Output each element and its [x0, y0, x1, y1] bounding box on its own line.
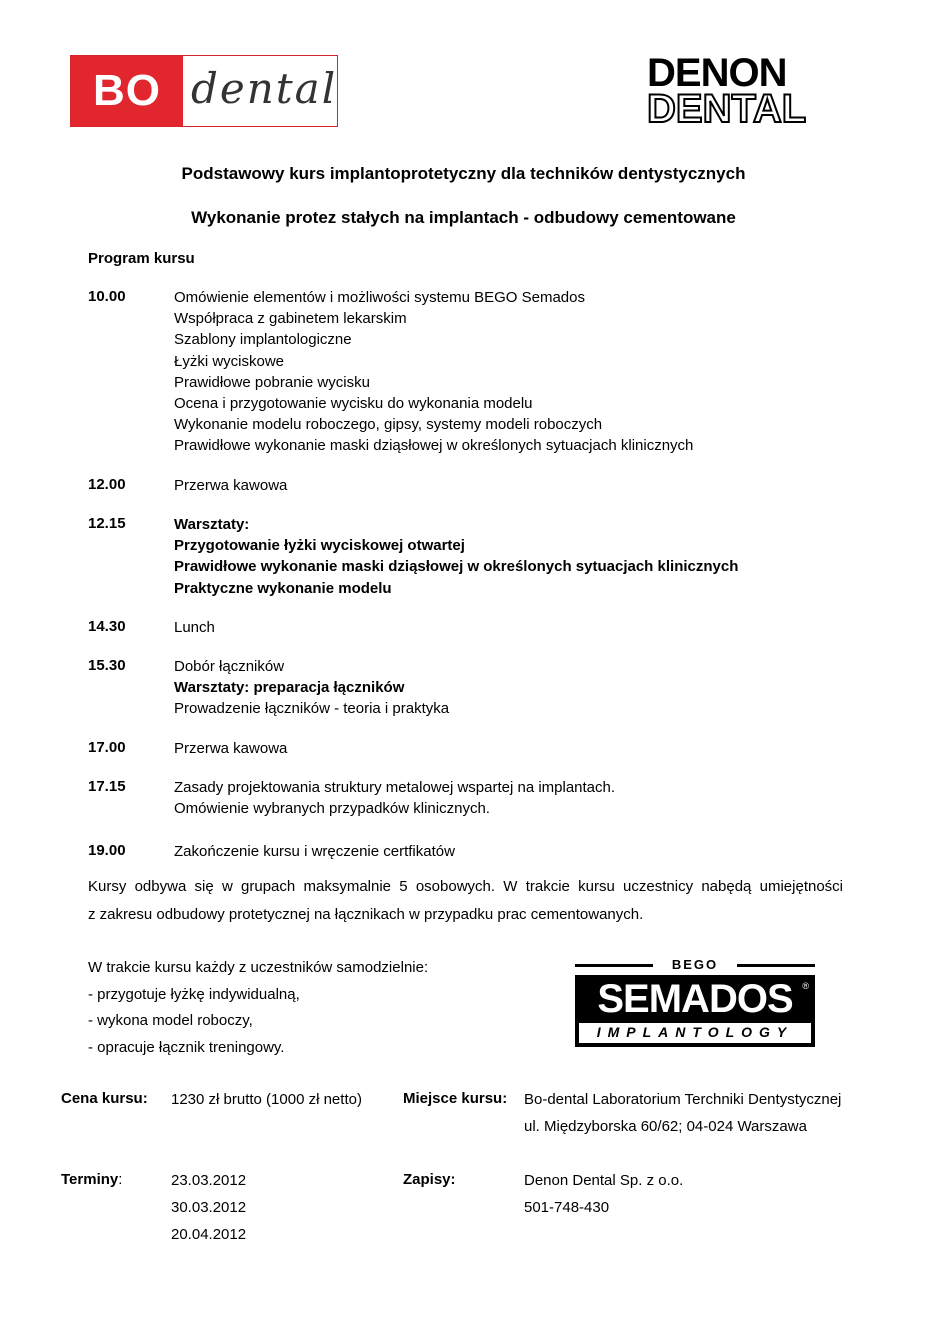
dates-label-colon: :: [118, 1171, 123, 1188]
schedule-line: Warsztaty:: [174, 516, 250, 533]
bego-wordmark: BEGO: [671, 957, 719, 972]
schedule-line: Współpraca z gabinetem lekarskim: [174, 310, 407, 328]
paragraph-line: z zakresu odbudowy protetycznej na łącznikach w przypadku prac cementowanych.: [88, 906, 644, 923]
schedule-line: Przerwa kawowa: [174, 477, 288, 494]
implantology-band: [579, 1023, 811, 1043]
schedule-line: Łyżki wyciskowe: [174, 352, 285, 370]
schedule-line: Szablony implantologiczne: [174, 331, 352, 349]
schedule-line: Prawidłowe wykonanie maski dziąsłowej w określonych sytuacjach klinicznych: [174, 558, 739, 576]
schedule-line: Omówienie elementów i możliwości systemu BEGO Semados: [174, 289, 585, 306]
schedule-line: Prowadzenie łączników - teoria i praktyka: [174, 700, 450, 718]
program-heading: Program kursu: [88, 250, 195, 267]
schedule-line: Zakończenie kursu i wręczenie certfikatów: [174, 843, 455, 860]
course-info-paragraph: [88, 873, 843, 929]
course-subtitle: Wykonanie protez stałych na implantach - odbudowy cementowane: [191, 208, 736, 227]
schedule-line: Prawidłowe wykonanie maski dziąsłowej w określonych sytuacjach klinicznych: [174, 437, 694, 455]
price-value: 1230 zł brutto (1000 zł netto): [171, 1091, 362, 1108]
schedule-time: 10.00: [88, 288, 126, 305]
place-line: ul. Międzyborska 60/62; 04-024 Warszawa: [524, 1118, 807, 1135]
signup-line: Denon Dental Sp. z o.o.: [524, 1172, 684, 1189]
schedule-description: [174, 617, 215, 638]
logo-rule: [575, 964, 653, 967]
implantology-wordmark: IMPLANTOLOGY: [596, 1024, 794, 1040]
course-title: Podstawowy kurs implantoprotetyczny dla techników dentystycznych: [181, 164, 746, 183]
schedule-time: 17.15: [88, 778, 126, 795]
bo-logo-wordmark: dental: [191, 64, 338, 113]
logo-rule: [737, 964, 815, 967]
denon-logo-bottom: DENTAL: [647, 87, 807, 131]
schedule-line: Prawidłowe pobranie wycisku: [174, 373, 370, 391]
task-item: - przygotuje łyżkę indywidualną,: [88, 985, 300, 1003]
participant-tasks: [88, 955, 428, 1061]
schedule-line: Przygotowanie łyżki wyciskowej otwartej: [174, 537, 465, 555]
schedule-line: Wykonanie modelu roboczego, gipsy, systemy modeli roboczych: [174, 416, 603, 434]
place-label: Miejsce kursu:: [403, 1090, 508, 1107]
registered-mark: ®: [802, 981, 809, 991]
semados-box: [575, 975, 815, 1047]
schedule-time: 17.00: [88, 739, 126, 756]
schedule-description: [174, 514, 738, 599]
date-item: 20.04.2012: [171, 1226, 247, 1243]
denon-logo-top: DENON: [647, 51, 787, 95]
schedule-time: 12.15: [88, 515, 126, 532]
signup-label: Zapisy:: [403, 1171, 456, 1188]
price-label: Cena kursu:: [61, 1090, 148, 1107]
schedule-line: Omówienie wybranych przypadków klinicznych.: [174, 800, 490, 818]
schedule-line: Praktyczne wykonanie modelu: [174, 579, 392, 597]
bego-row: [575, 958, 815, 972]
signup-line: 501-748-430: [524, 1199, 610, 1216]
bo-logo-mark: BO: [71, 56, 183, 126]
place-line: Bo-dental Laboratorium Terchniki Dentystycznej: [524, 1091, 842, 1108]
schedule-description: [174, 738, 287, 759]
schedule-line: Lunch: [174, 619, 215, 636]
date-item: 23.03.2012: [171, 1172, 247, 1189]
schedule-description: [174, 841, 455, 862]
schedule-line: Przerwa kawowa: [174, 740, 288, 757]
schedule-line: Ocena i przygotowanie wycisku do wykonania modelu: [174, 395, 533, 413]
date-item: 30.03.2012: [171, 1199, 247, 1216]
dates-list: [171, 1167, 246, 1248]
schedule-description: [174, 656, 449, 720]
task-item: - wykona model roboczy,: [88, 1012, 253, 1029]
task-item: - opracuje łącznik treningowy.: [88, 1038, 285, 1056]
dates-label: Terminy: [61, 1171, 119, 1188]
schedule-line: Dobór łączników: [174, 658, 285, 675]
schedule-time: 12.00: [88, 476, 126, 493]
semados-wordmark: SEMADOS: [597, 977, 793, 1021]
paragraph-line: Kursy odbywa się w grupach maksymalnie 5 osobowych. W trakcie kursu uczestnicy nabędą umiejętności: [88, 878, 843, 895]
schedule-line: Zasady projektowania struktury metalowej wspartej na implantach.: [174, 779, 616, 796]
bo-dental-logo: [70, 55, 338, 127]
bego-semados-logo: [575, 958, 815, 1048]
schedule-description: [174, 475, 287, 496]
schedule-line: Warsztaty: preparacja łączników: [174, 679, 405, 697]
signup-value: [524, 1167, 683, 1221]
dates-label-wrap: [61, 1171, 122, 1188]
schedule-description: [174, 287, 693, 457]
denon-dental-logo: [647, 53, 843, 129]
schedule-time: 15.30: [88, 657, 126, 674]
schedule-time: 19.00: [88, 842, 126, 859]
schedule-time: 14.30: [88, 618, 126, 635]
place-value: [524, 1086, 841, 1140]
schedule-description: [174, 777, 615, 819]
tasks-intro: W trakcie kursu każdy z uczestników samodzielnie:: [88, 959, 429, 976]
